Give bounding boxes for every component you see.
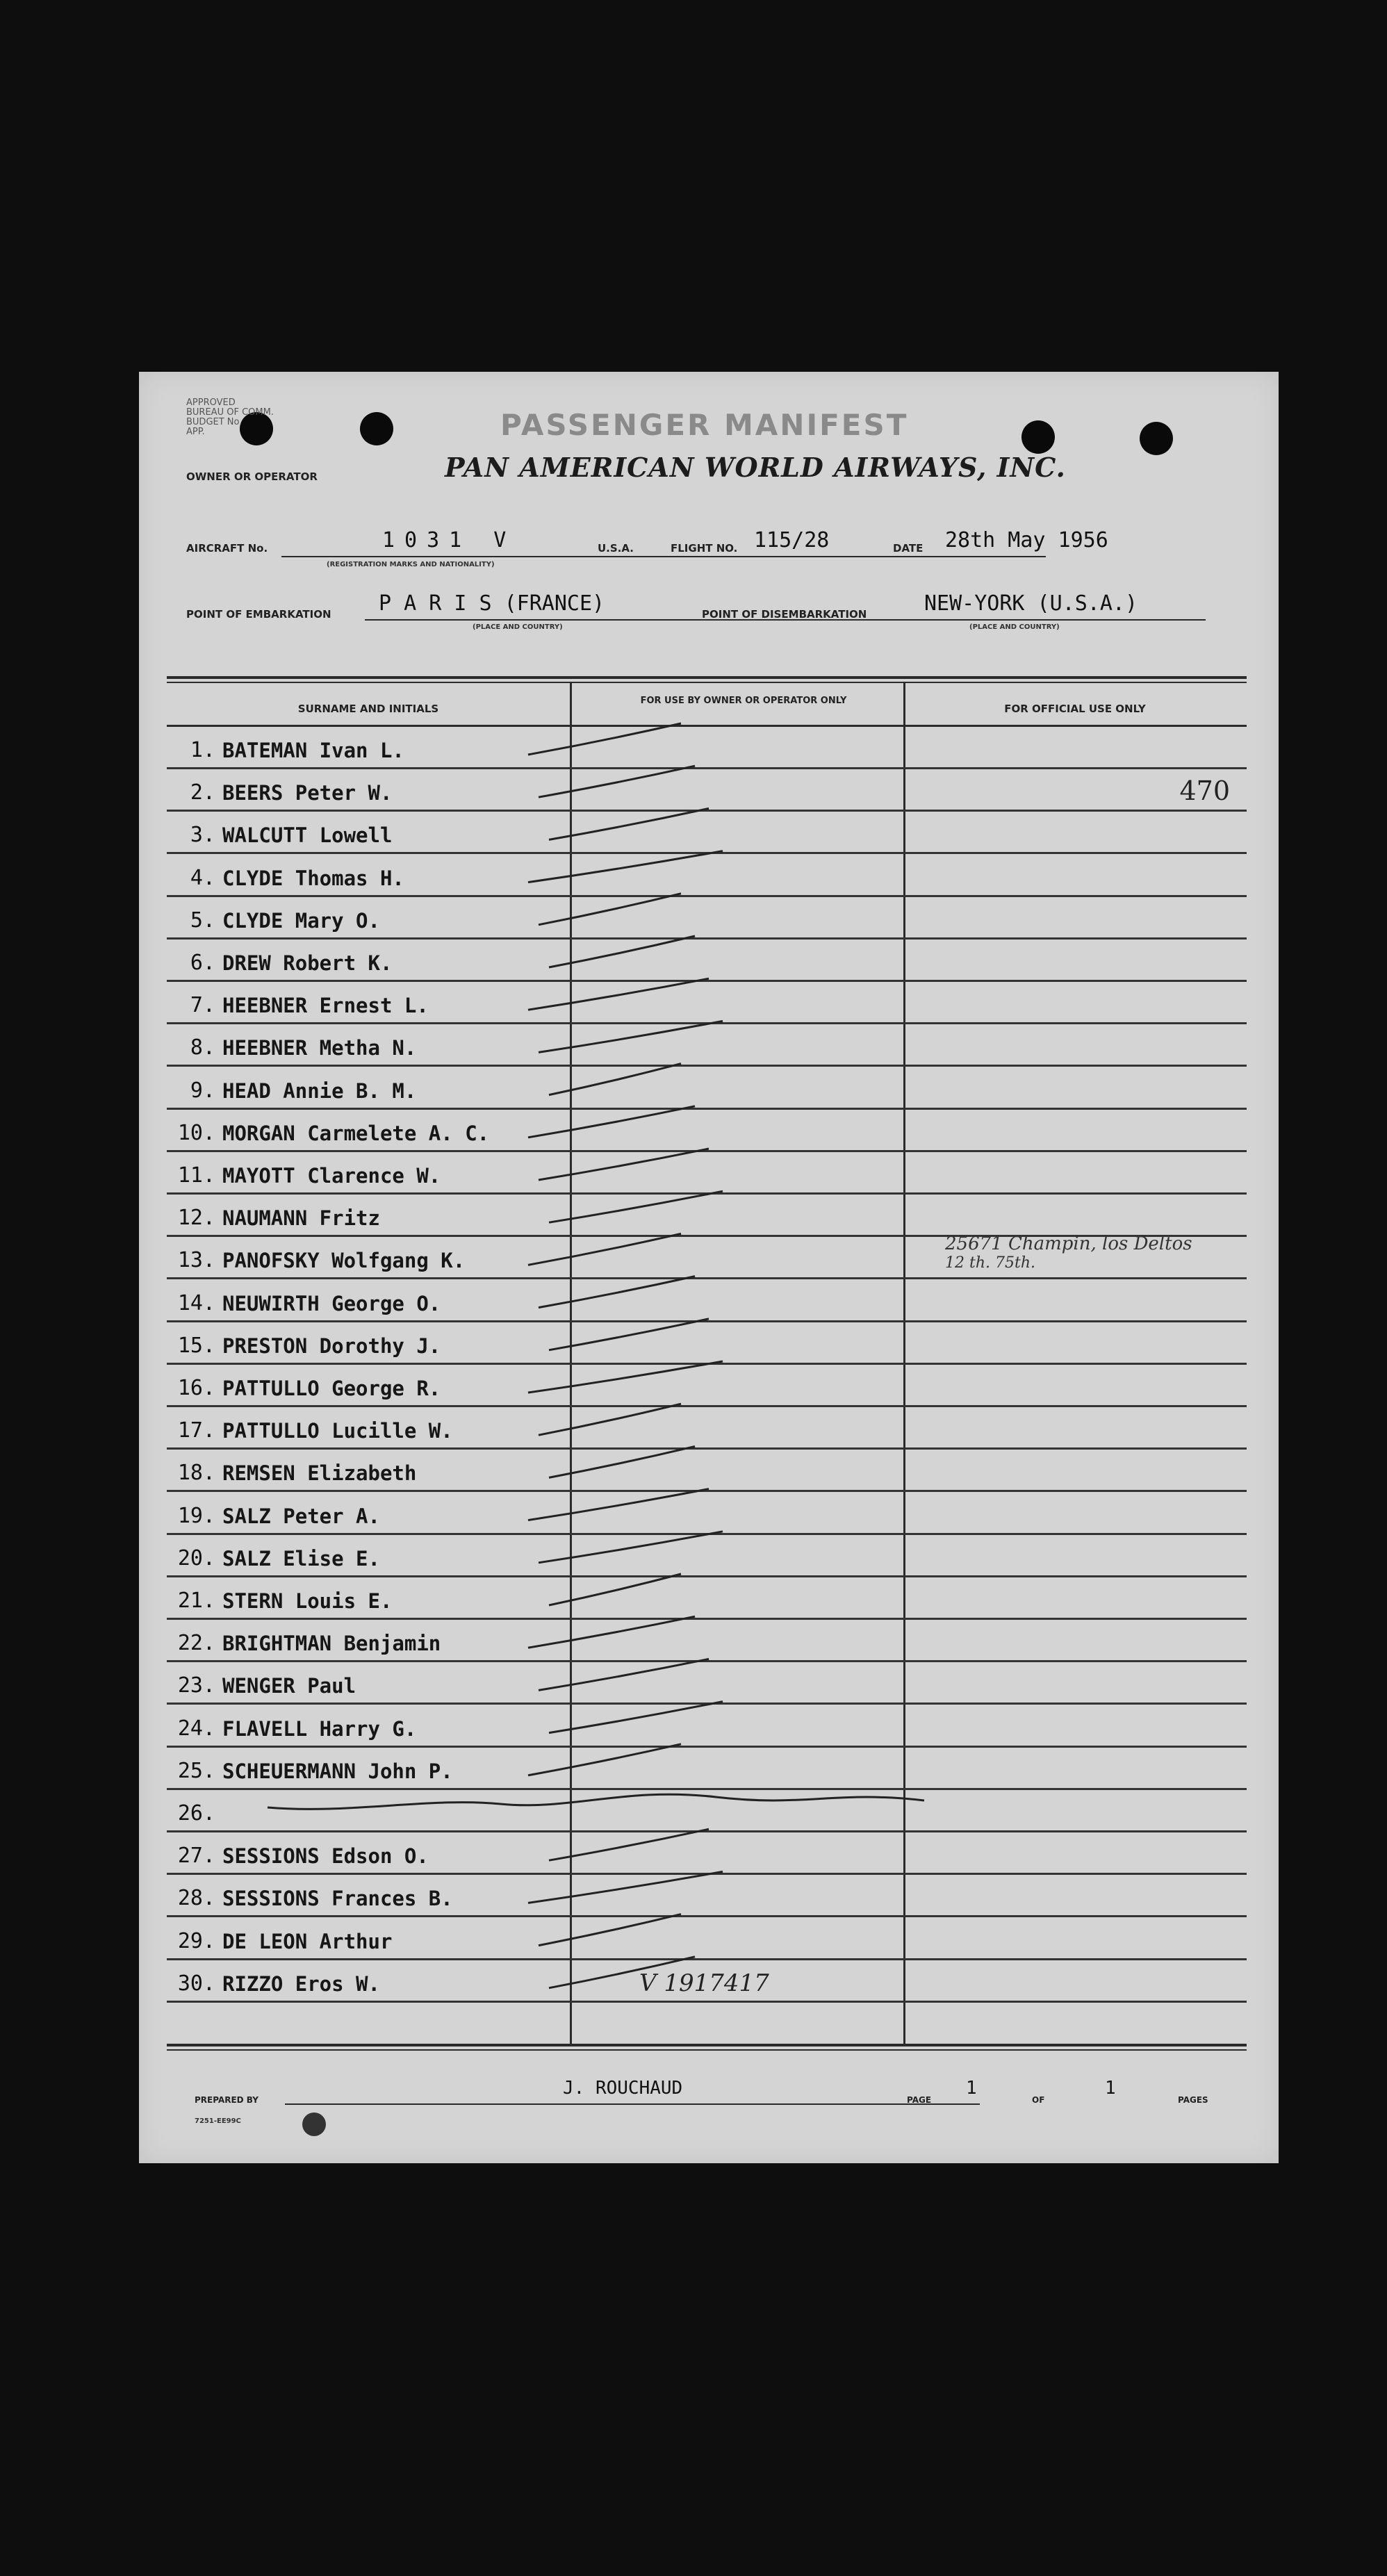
passenger-name: DE LEON Arthur bbox=[222, 1929, 393, 1953]
passenger-name: NAUMANN Fritz bbox=[222, 1206, 380, 1231]
table-bottom-rule-2 bbox=[167, 2049, 1247, 2051]
check-mark bbox=[539, 766, 695, 797]
passenger-name: WALCUTT Lowell bbox=[222, 823, 393, 848]
prepared-underline bbox=[285, 2103, 980, 2105]
official-header: FOR OFFICIAL USE ONLY bbox=[1004, 703, 1146, 715]
row-number: 16. bbox=[177, 1376, 215, 1400]
prepared-label: PREPARED BY bbox=[195, 2095, 258, 2105]
check-mark bbox=[528, 978, 709, 1010]
row-number: 19. bbox=[177, 1503, 215, 1528]
row-number: 15. bbox=[177, 1333, 215, 1358]
embark-label: POINT OF EMBARKATION bbox=[186, 608, 331, 621]
surname-header: SURNAME AND INITIALS bbox=[297, 703, 439, 715]
passenger-name: DREW Robert K. bbox=[222, 951, 393, 975]
aircraft-sub: (REGISTRATION MARKS AND NATIONALITY) bbox=[327, 561, 495, 568]
passenger-name: NEUWIRTH George O. bbox=[222, 1291, 441, 1315]
row-number: 11. bbox=[177, 1163, 215, 1188]
check-mark bbox=[528, 1871, 723, 1903]
passenger-name: BRIGHTMAN Benjamin bbox=[222, 1632, 441, 1656]
row-number: 5. bbox=[190, 908, 215, 933]
passenger-name: HEAD Annie B. M. bbox=[222, 1078, 417, 1103]
check-mark bbox=[549, 936, 695, 967]
row-number: 25. bbox=[177, 1758, 215, 1783]
row-number: 2. bbox=[190, 780, 215, 805]
row-number: 30. bbox=[177, 1971, 215, 1996]
check-mark bbox=[549, 808, 709, 839]
approval-stamp: APPROVED BUREAU OF COMM. BUDGET No. APP. bbox=[186, 397, 274, 437]
passenger-name: CLYDE Mary O. bbox=[222, 908, 380, 933]
row-number: 17. bbox=[177, 1418, 215, 1443]
row-number: 18. bbox=[177, 1461, 215, 1486]
passenger-name: FLAVELL Harry G. bbox=[222, 1716, 417, 1741]
passenger-name: BATEMAN Ivan L. bbox=[222, 739, 404, 762]
check-mark bbox=[549, 1446, 695, 1477]
owner-note: V 1917417 bbox=[639, 1969, 769, 1997]
check-mark bbox=[549, 1064, 681, 1095]
row-number: 22. bbox=[177, 1631, 215, 1656]
check-marks bbox=[139, 372, 1279, 2163]
check-mark bbox=[539, 1404, 681, 1435]
passenger-name: STERN Louis E. bbox=[222, 1589, 393, 1613]
row-number: 12. bbox=[177, 1206, 215, 1231]
check-mark bbox=[528, 1233, 681, 1265]
passenger-name: SCHEUERMANN John P. bbox=[222, 1759, 453, 1783]
row-number: 3. bbox=[190, 823, 215, 848]
flight-value: 115/28 bbox=[754, 528, 830, 552]
row-number: 20. bbox=[177, 1545, 215, 1570]
embark-sub: (PLACE AND COUNTRY) bbox=[473, 623, 563, 631]
page-value: 1 bbox=[966, 2078, 977, 2099]
disembark-value: NEW-YORK (U.S.A.) bbox=[924, 591, 1138, 616]
check-mark bbox=[549, 1829, 709, 1860]
row-number: 6. bbox=[190, 951, 215, 975]
passenger-name: SALZ Peter A. bbox=[222, 1504, 380, 1528]
row-number: 26. bbox=[177, 1801, 215, 1826]
check-mark bbox=[528, 1106, 695, 1138]
prepared-value: J. ROUCHAUD bbox=[563, 2078, 683, 2099]
manifest-title: PASSENGER MANIFEST bbox=[500, 408, 909, 442]
owner-header: FOR USE BY OWNER OR OPERATOR ONLY bbox=[640, 696, 847, 706]
row-number: 13. bbox=[177, 1248, 215, 1273]
embark-value: P A R I S (FRANCE) bbox=[379, 591, 605, 616]
passenger-name: REMSEN Elizabeth bbox=[222, 1461, 417, 1486]
of-label: OF bbox=[1032, 2095, 1045, 2105]
passenger-name: PATTULLO Lucille W. bbox=[222, 1419, 453, 1443]
row-number: 10. bbox=[177, 1120, 215, 1145]
date-label: DATE bbox=[893, 542, 924, 555]
passenger-name: PANOFSKY Wolfgang K. bbox=[222, 1249, 466, 1273]
passenger-name: MORGAN Carmelete A. C. bbox=[222, 1121, 490, 1145]
official-note: 470 bbox=[1179, 776, 1230, 807]
of-value: 1 bbox=[1105, 2078, 1116, 2099]
strike-line bbox=[268, 1794, 924, 1809]
check-mark bbox=[528, 1616, 695, 1648]
aircraft-value: 1031 V bbox=[382, 528, 516, 552]
check-mark bbox=[539, 1149, 709, 1180]
check-mark bbox=[528, 1361, 723, 1393]
check-mark bbox=[549, 1574, 681, 1605]
check-mark bbox=[528, 851, 723, 883]
disembark-label: POINT OF DISEMBARKATION bbox=[702, 608, 867, 621]
airline-name: PAN AMERICAN WORLD AIRWAYS, INC. bbox=[445, 452, 1066, 483]
disembark-sub: (PLACE AND COUNTRY) bbox=[969, 623, 1060, 631]
row-number: 29. bbox=[177, 1928, 215, 1953]
check-mark bbox=[539, 1532, 723, 1563]
passenger-name: PATTULLO George R. bbox=[222, 1377, 441, 1400]
pages-label: PAGES bbox=[1178, 2095, 1208, 2105]
check-mark bbox=[549, 1957, 695, 1988]
handwritten-note: 25671 Champin, los Deltos bbox=[945, 1233, 1192, 1254]
aircraft-label: AIRCRAFT No. bbox=[186, 542, 268, 555]
page-label: PAGE bbox=[907, 2095, 932, 2105]
passenger-name: CLYDE Thomas H. bbox=[222, 866, 404, 890]
check-mark bbox=[528, 1744, 681, 1775]
passenger-name: WENGER Paul bbox=[222, 1674, 356, 1698]
row-number: 9. bbox=[190, 1078, 215, 1103]
passenger-name: HEEBNER Metha N. bbox=[222, 1036, 417, 1060]
check-mark bbox=[549, 1191, 723, 1222]
row-number: 24. bbox=[177, 1716, 215, 1741]
row-number: 1. bbox=[190, 738, 215, 762]
check-mark bbox=[549, 1319, 709, 1350]
owner-label: OWNER OR OPERATOR bbox=[186, 470, 318, 483]
passenger-name: SALZ Elise E. bbox=[222, 1546, 380, 1570]
passenger-name: PRESTON Dorothy J. bbox=[222, 1334, 441, 1358]
check-mark bbox=[528, 723, 681, 755]
check-mark bbox=[549, 1702, 723, 1733]
passenger-name: HEEBNER Ernest L. bbox=[222, 994, 429, 1018]
check-mark bbox=[539, 1659, 709, 1690]
row-number: 23. bbox=[177, 1673, 215, 1698]
row-number: 21. bbox=[177, 1589, 215, 1613]
handwritten-note: 12 th. 75th. bbox=[945, 1254, 1035, 1272]
passenger-name: BEERS Peter W. bbox=[222, 781, 393, 805]
date-value: 28th May 1956 bbox=[945, 528, 1108, 552]
check-mark bbox=[539, 1914, 681, 1946]
passenger-name: SESSIONS Frances B. bbox=[222, 1887, 453, 1911]
ink-stamp bbox=[302, 2113, 326, 2136]
check-mark bbox=[539, 894, 681, 925]
form-code: 7251-EE99C bbox=[195, 2117, 241, 2125]
row-number: 4. bbox=[190, 865, 215, 890]
check-mark bbox=[539, 1021, 723, 1052]
passenger-name: MAYOTT Clarence W. bbox=[222, 1164, 441, 1188]
passenger-name: SESSIONS Edson O. bbox=[222, 1844, 429, 1869]
row-number: 28. bbox=[177, 1886, 215, 1911]
check-mark bbox=[539, 1277, 695, 1308]
row-number: 8. bbox=[190, 1035, 215, 1060]
passenger-name: RIZZO Eros W. bbox=[222, 1971, 380, 1996]
row-number: 7. bbox=[190, 993, 215, 1018]
table-bottom-rule bbox=[167, 2044, 1247, 2046]
flight-label: FLIGHT NO. bbox=[671, 542, 738, 555]
row-number: 27. bbox=[177, 1844, 215, 1869]
manifest-page bbox=[139, 372, 1279, 2163]
check-mark bbox=[528, 1489, 709, 1520]
nationality: U.S.A. bbox=[598, 542, 634, 555]
row-number: 14. bbox=[177, 1290, 215, 1315]
